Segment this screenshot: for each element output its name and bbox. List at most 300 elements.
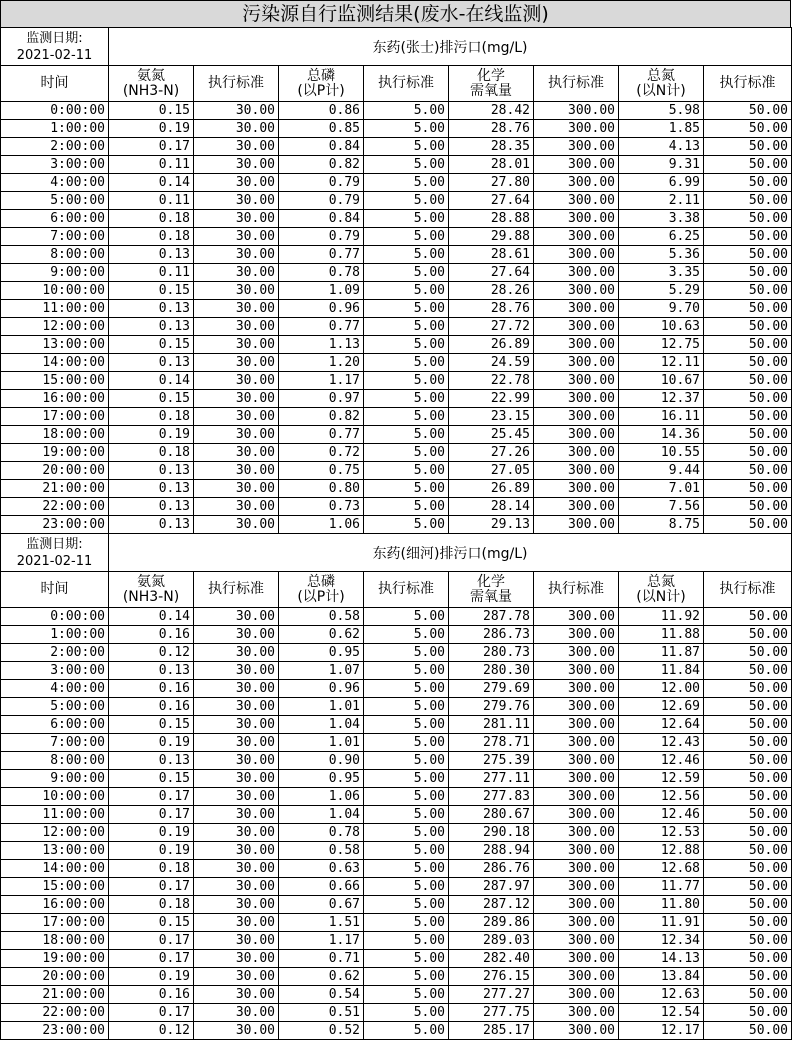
nitrogen-standard: 50.00 bbox=[704, 878, 792, 896]
nitrogen-standard: 50.00 bbox=[704, 102, 792, 120]
ammonia-standard: 30.00 bbox=[194, 498, 279, 516]
ammonia-value: 0.19 bbox=[109, 734, 194, 752]
nitrogen-value: 4.13 bbox=[619, 138, 704, 156]
monitoring-date-label: 监测日期: bbox=[26, 536, 83, 552]
cod-value: 28.26 bbox=[449, 282, 534, 300]
nitrogen-value: 12.11 bbox=[619, 354, 704, 372]
table-row bbox=[1, 282, 792, 300]
cod-standard: 300.00 bbox=[534, 1022, 619, 1040]
phosphorus-value: 1.06 bbox=[279, 516, 364, 534]
nitrogen-standard: 50.00 bbox=[704, 950, 792, 968]
table-row bbox=[1, 698, 792, 716]
nitrogen-standard: 50.00 bbox=[704, 228, 792, 246]
table-row bbox=[1, 770, 792, 788]
phosphorus-value: 0.63 bbox=[279, 860, 364, 878]
cod-value: 279.69 bbox=[449, 680, 534, 698]
monitoring-date-label: 监测日期: bbox=[26, 30, 83, 46]
ammonia-standard: 30.00 bbox=[194, 246, 279, 264]
ammonia-value: 0.13 bbox=[109, 662, 194, 680]
time-cell: 1:00:00 bbox=[1, 120, 109, 138]
cod-value: 22.78 bbox=[449, 372, 534, 390]
phosphorus-standard: 5.00 bbox=[364, 860, 449, 878]
phosphorus-value: 0.51 bbox=[279, 1004, 364, 1022]
ammonia-standard: 30.00 bbox=[194, 138, 279, 156]
cod-value: 280.30 bbox=[449, 662, 534, 680]
phosphorus-value: 1.09 bbox=[279, 282, 364, 300]
phosphorus-standard: 5.00 bbox=[364, 390, 449, 408]
table-row bbox=[1, 192, 792, 210]
ammonia-standard: 30.00 bbox=[194, 282, 279, 300]
ammonia-standard: 30.00 bbox=[194, 1004, 279, 1022]
time-cell: 21:00:00 bbox=[1, 480, 109, 498]
cod-value: 27.05 bbox=[449, 462, 534, 480]
table-row bbox=[1, 408, 792, 426]
table-row bbox=[1, 462, 792, 480]
header-cod: 化学 需氧量 bbox=[449, 66, 534, 102]
cod-value: 28.14 bbox=[449, 498, 534, 516]
time-cell: 0:00:00 bbox=[1, 608, 109, 626]
ammonia-standard: 30.00 bbox=[194, 626, 279, 644]
cod-standard: 300.00 bbox=[534, 770, 619, 788]
header-standard: 执行标准 bbox=[194, 66, 279, 102]
phosphorus-value: 0.62 bbox=[279, 968, 364, 986]
cod-standard: 300.00 bbox=[534, 138, 619, 156]
ammonia-value: 0.11 bbox=[109, 192, 194, 210]
cod-value: 286.76 bbox=[449, 860, 534, 878]
time-cell: 7:00:00 bbox=[1, 228, 109, 246]
monitoring-date-cell bbox=[1, 534, 109, 572]
ammonia-standard: 30.00 bbox=[194, 860, 279, 878]
phosphorus-value: 0.79 bbox=[279, 228, 364, 246]
nitrogen-standard: 50.00 bbox=[704, 608, 792, 626]
ammonia-value: 0.15 bbox=[109, 770, 194, 788]
cod-value: 286.73 bbox=[449, 626, 534, 644]
ammonia-standard: 30.00 bbox=[194, 264, 279, 282]
phosphorus-standard: 5.00 bbox=[364, 120, 449, 138]
nitrogen-value: 7.01 bbox=[619, 480, 704, 498]
time-cell: 8:00:00 bbox=[1, 246, 109, 264]
header-nitrogen: 总氮 (以N计) bbox=[619, 66, 704, 102]
table-row bbox=[1, 264, 792, 282]
header-ammonia: 氨氮 (NH3-N) bbox=[109, 572, 194, 608]
section-xihe bbox=[1, 534, 792, 608]
cod-standard: 300.00 bbox=[534, 174, 619, 192]
header-standard: 执行标准 bbox=[364, 572, 449, 608]
table-row bbox=[1, 788, 792, 806]
phosphorus-value: 0.52 bbox=[279, 1022, 364, 1040]
time-cell: 6:00:00 bbox=[1, 716, 109, 734]
phosphorus-standard: 5.00 bbox=[364, 932, 449, 950]
cod-standard: 300.00 bbox=[534, 932, 619, 950]
phosphorus-standard: 5.00 bbox=[364, 680, 449, 698]
cod-value: 28.76 bbox=[449, 300, 534, 318]
ammonia-value: 0.14 bbox=[109, 608, 194, 626]
cod-standard: 300.00 bbox=[534, 644, 619, 662]
time-cell: 19:00:00 bbox=[1, 444, 109, 462]
cod-standard: 300.00 bbox=[534, 498, 619, 516]
nitrogen-standard: 50.00 bbox=[704, 806, 792, 824]
cod-value: 28.42 bbox=[449, 102, 534, 120]
phosphorus-value: 1.06 bbox=[279, 788, 364, 806]
phosphorus-standard: 5.00 bbox=[364, 824, 449, 842]
nitrogen-standard: 50.00 bbox=[704, 932, 792, 950]
nitrogen-standard: 50.00 bbox=[704, 986, 792, 1004]
cod-standard: 300.00 bbox=[534, 824, 619, 842]
monitoring-date: 2021-02-11 bbox=[16, 47, 93, 63]
table-row bbox=[1, 644, 792, 662]
table-row bbox=[1, 680, 792, 698]
nitrogen-standard: 50.00 bbox=[704, 210, 792, 228]
cod-standard: 300.00 bbox=[534, 896, 619, 914]
ammonia-value: 0.19 bbox=[109, 824, 194, 842]
cod-standard: 300.00 bbox=[534, 228, 619, 246]
table-row bbox=[1, 336, 792, 354]
cod-standard: 300.00 bbox=[534, 806, 619, 824]
phosphorus-standard: 5.00 bbox=[364, 372, 449, 390]
ammonia-standard: 30.00 bbox=[194, 156, 279, 174]
table-row bbox=[1, 914, 792, 932]
nitrogen-value: 10.55 bbox=[619, 444, 704, 462]
cod-standard: 300.00 bbox=[534, 914, 619, 932]
phosphorus-value: 0.80 bbox=[279, 480, 364, 498]
nitrogen-standard: 50.00 bbox=[704, 174, 792, 192]
nitrogen-value: 11.84 bbox=[619, 662, 704, 680]
ammonia-standard: 30.00 bbox=[194, 716, 279, 734]
table-row bbox=[1, 806, 792, 824]
phosphorus-standard: 5.00 bbox=[364, 950, 449, 968]
ammonia-value: 0.16 bbox=[109, 626, 194, 644]
phosphorus-standard: 5.00 bbox=[364, 752, 449, 770]
ammonia-standard: 30.00 bbox=[194, 644, 279, 662]
time-cell: 16:00:00 bbox=[1, 390, 109, 408]
table-row bbox=[1, 120, 792, 138]
nitrogen-standard: 50.00 bbox=[704, 752, 792, 770]
cod-value: 280.67 bbox=[449, 806, 534, 824]
nitrogen-value: 10.67 bbox=[619, 372, 704, 390]
nitrogen-standard: 50.00 bbox=[704, 300, 792, 318]
ammonia-value: 0.13 bbox=[109, 498, 194, 516]
ammonia-value: 0.19 bbox=[109, 968, 194, 986]
ammonia-value: 0.17 bbox=[109, 878, 194, 896]
nitrogen-value: 13.84 bbox=[619, 968, 704, 986]
ammonia-value: 0.19 bbox=[109, 426, 194, 444]
cod-standard: 300.00 bbox=[534, 372, 619, 390]
ammonia-value: 0.17 bbox=[109, 788, 194, 806]
nitrogen-value: 9.44 bbox=[619, 462, 704, 480]
table-row bbox=[1, 480, 792, 498]
cod-value: 277.27 bbox=[449, 986, 534, 1004]
time-cell: 13:00:00 bbox=[1, 842, 109, 860]
cod-value: 28.61 bbox=[449, 246, 534, 264]
table-row bbox=[1, 1022, 792, 1040]
phosphorus-value: 0.85 bbox=[279, 120, 364, 138]
time-cell: 1:00:00 bbox=[1, 626, 109, 644]
cod-value: 276.15 bbox=[449, 968, 534, 986]
table-row bbox=[1, 842, 792, 860]
ammonia-standard: 30.00 bbox=[194, 662, 279, 680]
nitrogen-value: 7.56 bbox=[619, 498, 704, 516]
ammonia-standard: 30.00 bbox=[194, 210, 279, 228]
ammonia-standard: 30.00 bbox=[194, 824, 279, 842]
ammonia-value: 0.18 bbox=[109, 408, 194, 426]
phosphorus-standard: 5.00 bbox=[364, 788, 449, 806]
table-row bbox=[1, 986, 792, 1004]
phosphorus-value: 0.78 bbox=[279, 264, 364, 282]
phosphorus-standard: 5.00 bbox=[364, 300, 449, 318]
ammonia-standard: 30.00 bbox=[194, 300, 279, 318]
phosphorus-standard: 5.00 bbox=[364, 336, 449, 354]
table-row bbox=[1, 354, 792, 372]
nitrogen-standard: 50.00 bbox=[704, 444, 792, 462]
header-standard: 执行标准 bbox=[534, 572, 619, 608]
nitrogen-standard: 50.00 bbox=[704, 860, 792, 878]
table-row bbox=[1, 498, 792, 516]
header-phosphorus: 总磷 (以P计) bbox=[279, 66, 364, 102]
cod-standard: 300.00 bbox=[534, 716, 619, 734]
phosphorus-standard: 5.00 bbox=[364, 716, 449, 734]
nitrogen-value: 12.17 bbox=[619, 1022, 704, 1040]
nitrogen-standard: 50.00 bbox=[704, 192, 792, 210]
phosphorus-standard: 5.00 bbox=[364, 246, 449, 264]
nitrogen-standard: 50.00 bbox=[704, 968, 792, 986]
phosphorus-standard: 5.00 bbox=[364, 138, 449, 156]
nitrogen-value: 12.37 bbox=[619, 390, 704, 408]
ammonia-value: 0.18 bbox=[109, 210, 194, 228]
cod-standard: 300.00 bbox=[534, 734, 619, 752]
phosphorus-standard: 5.00 bbox=[364, 662, 449, 680]
table-row bbox=[1, 878, 792, 896]
cod-standard: 300.00 bbox=[534, 626, 619, 644]
nitrogen-standard: 50.00 bbox=[704, 480, 792, 498]
cod-standard: 300.00 bbox=[534, 264, 619, 282]
cod-standard: 300.00 bbox=[534, 878, 619, 896]
table-row bbox=[1, 138, 792, 156]
time-cell: 0:00:00 bbox=[1, 102, 109, 120]
cod-value: 24.59 bbox=[449, 354, 534, 372]
ammonia-value: 0.12 bbox=[109, 644, 194, 662]
table-row bbox=[1, 950, 792, 968]
phosphorus-standard: 5.00 bbox=[364, 156, 449, 174]
phosphorus-value: 0.97 bbox=[279, 390, 364, 408]
ammonia-value: 0.15 bbox=[109, 102, 194, 120]
column-header-row bbox=[1, 572, 792, 608]
phosphorus-standard: 5.00 bbox=[364, 516, 449, 534]
cod-value: 29.13 bbox=[449, 516, 534, 534]
ammonia-standard: 30.00 bbox=[194, 120, 279, 138]
header-cod: 化学 需氧量 bbox=[449, 572, 534, 608]
nitrogen-value: 5.98 bbox=[619, 102, 704, 120]
phosphorus-standard: 5.00 bbox=[364, 1004, 449, 1022]
time-cell: 2:00:00 bbox=[1, 138, 109, 156]
nitrogen-value: 12.46 bbox=[619, 806, 704, 824]
time-cell: 2:00:00 bbox=[1, 644, 109, 662]
ammonia-value: 0.17 bbox=[109, 932, 194, 950]
nitrogen-standard: 50.00 bbox=[704, 896, 792, 914]
ammonia-standard: 30.00 bbox=[194, 372, 279, 390]
cod-standard: 300.00 bbox=[534, 788, 619, 806]
ammonia-value: 0.18 bbox=[109, 444, 194, 462]
ammonia-value: 0.17 bbox=[109, 1004, 194, 1022]
cod-standard: 300.00 bbox=[534, 390, 619, 408]
phosphorus-standard: 5.00 bbox=[364, 770, 449, 788]
ammonia-standard: 30.00 bbox=[194, 806, 279, 824]
cod-value: 27.80 bbox=[449, 174, 534, 192]
nitrogen-value: 11.77 bbox=[619, 878, 704, 896]
phosphorus-standard: 5.00 bbox=[364, 354, 449, 372]
time-cell: 14:00:00 bbox=[1, 354, 109, 372]
monitoring-date-cell bbox=[1, 28, 109, 66]
table-row bbox=[1, 626, 792, 644]
phosphorus-value: 0.58 bbox=[279, 608, 364, 626]
time-cell: 3:00:00 bbox=[1, 156, 109, 174]
data-rows-zhangshi bbox=[1, 102, 792, 534]
section-zhangshi bbox=[1, 28, 792, 102]
cod-standard: 300.00 bbox=[534, 318, 619, 336]
nitrogen-value: 3.35 bbox=[619, 264, 704, 282]
time-cell: 10:00:00 bbox=[1, 788, 109, 806]
table-row bbox=[1, 608, 792, 626]
cod-value: 23.15 bbox=[449, 408, 534, 426]
cod-value: 279.76 bbox=[449, 698, 534, 716]
table-row bbox=[1, 372, 792, 390]
nitrogen-standard: 50.00 bbox=[704, 516, 792, 534]
cod-value: 27.64 bbox=[449, 192, 534, 210]
nitrogen-standard: 50.00 bbox=[704, 120, 792, 138]
nitrogen-value: 11.91 bbox=[619, 914, 704, 932]
nitrogen-value: 9.31 bbox=[619, 156, 704, 174]
ammonia-value: 0.14 bbox=[109, 174, 194, 192]
ammonia-standard: 30.00 bbox=[194, 842, 279, 860]
nitrogen-value: 8.75 bbox=[619, 516, 704, 534]
cod-standard: 300.00 bbox=[534, 426, 619, 444]
ammonia-value: 0.13 bbox=[109, 246, 194, 264]
nitrogen-value: 12.64 bbox=[619, 716, 704, 734]
phosphorus-value: 1.04 bbox=[279, 716, 364, 734]
table-row bbox=[1, 932, 792, 950]
header-phosphorus: 总磷 (以P计) bbox=[279, 572, 364, 608]
time-cell: 20:00:00 bbox=[1, 462, 109, 480]
table-row bbox=[1, 968, 792, 986]
nitrogen-value: 5.36 bbox=[619, 246, 704, 264]
cod-value: 288.94 bbox=[449, 842, 534, 860]
ammonia-standard: 30.00 bbox=[194, 752, 279, 770]
header-time: 时间 bbox=[1, 66, 109, 102]
phosphorus-value: 0.90 bbox=[279, 752, 364, 770]
table-row bbox=[1, 210, 792, 228]
phosphorus-standard: 5.00 bbox=[364, 914, 449, 932]
ammonia-value: 0.12 bbox=[109, 1022, 194, 1040]
nitrogen-standard: 50.00 bbox=[704, 156, 792, 174]
phosphorus-standard: 5.00 bbox=[364, 102, 449, 120]
nitrogen-standard: 50.00 bbox=[704, 408, 792, 426]
ammonia-standard: 30.00 bbox=[194, 318, 279, 336]
table-row bbox=[1, 156, 792, 174]
cod-value: 28.01 bbox=[449, 156, 534, 174]
time-cell: 5:00:00 bbox=[1, 192, 109, 210]
nitrogen-standard: 50.00 bbox=[704, 282, 792, 300]
time-cell: 20:00:00 bbox=[1, 968, 109, 986]
nitrogen-value: 6.25 bbox=[619, 228, 704, 246]
phosphorus-value: 1.04 bbox=[279, 806, 364, 824]
table-row bbox=[1, 860, 792, 878]
section-info-row bbox=[1, 534, 792, 572]
ammonia-value: 0.13 bbox=[109, 318, 194, 336]
ammonia-standard: 30.00 bbox=[194, 480, 279, 498]
cod-value: 282.40 bbox=[449, 950, 534, 968]
ammonia-standard: 30.00 bbox=[194, 444, 279, 462]
time-cell: 4:00:00 bbox=[1, 174, 109, 192]
phosphorus-standard: 5.00 bbox=[364, 264, 449, 282]
cod-value: 287.12 bbox=[449, 896, 534, 914]
phosphorus-value: 1.51 bbox=[279, 914, 364, 932]
nitrogen-standard: 50.00 bbox=[704, 264, 792, 282]
phosphorus-value: 0.79 bbox=[279, 192, 364, 210]
phosphorus-value: 0.54 bbox=[279, 986, 364, 1004]
time-cell: 15:00:00 bbox=[1, 878, 109, 896]
cod-value: 22.99 bbox=[449, 390, 534, 408]
ammonia-value: 0.15 bbox=[109, 336, 194, 354]
cod-standard: 300.00 bbox=[534, 698, 619, 716]
nitrogen-value: 12.53 bbox=[619, 824, 704, 842]
phosphorus-standard: 5.00 bbox=[364, 896, 449, 914]
phosphorus-value: 0.95 bbox=[279, 644, 364, 662]
header-nitrogen: 总氮 (以N计) bbox=[619, 572, 704, 608]
cod-value: 290.18 bbox=[449, 824, 534, 842]
table-row bbox=[1, 228, 792, 246]
nitrogen-value: 12.54 bbox=[619, 1004, 704, 1022]
table-row bbox=[1, 318, 792, 336]
nitrogen-value: 14.36 bbox=[619, 426, 704, 444]
time-cell: 22:00:00 bbox=[1, 498, 109, 516]
ammonia-standard: 30.00 bbox=[194, 516, 279, 534]
phosphorus-standard: 5.00 bbox=[364, 878, 449, 896]
cod-standard: 300.00 bbox=[534, 752, 619, 770]
cod-value: 281.11 bbox=[449, 716, 534, 734]
phosphorus-value: 0.72 bbox=[279, 444, 364, 462]
phosphorus-standard: 5.00 bbox=[364, 734, 449, 752]
phosphorus-standard: 5.00 bbox=[364, 228, 449, 246]
cod-standard: 300.00 bbox=[534, 336, 619, 354]
time-cell: 11:00:00 bbox=[1, 300, 109, 318]
ammonia-value: 0.17 bbox=[109, 138, 194, 156]
nitrogen-value: 12.00 bbox=[619, 680, 704, 698]
nitrogen-standard: 50.00 bbox=[704, 788, 792, 806]
phosphorus-value: 0.77 bbox=[279, 246, 364, 264]
phosphorus-value: 1.01 bbox=[279, 698, 364, 716]
phosphorus-value: 0.95 bbox=[279, 770, 364, 788]
phosphorus-value: 0.71 bbox=[279, 950, 364, 968]
nitrogen-value: 12.56 bbox=[619, 788, 704, 806]
time-cell: 6:00:00 bbox=[1, 210, 109, 228]
phosphorus-value: 0.77 bbox=[279, 318, 364, 336]
phosphorus-standard: 5.00 bbox=[364, 986, 449, 1004]
ammonia-value: 0.18 bbox=[109, 896, 194, 914]
cod-value: 28.88 bbox=[449, 210, 534, 228]
time-cell: 23:00:00 bbox=[1, 1022, 109, 1040]
nitrogen-standard: 50.00 bbox=[704, 626, 792, 644]
time-cell: 5:00:00 bbox=[1, 698, 109, 716]
time-cell: 23:00:00 bbox=[1, 516, 109, 534]
ammonia-standard: 30.00 bbox=[194, 932, 279, 950]
cod-standard: 300.00 bbox=[534, 102, 619, 120]
nitrogen-standard: 50.00 bbox=[704, 662, 792, 680]
nitrogen-value: 5.29 bbox=[619, 282, 704, 300]
table-row bbox=[1, 174, 792, 192]
table-row bbox=[1, 444, 792, 462]
ammonia-standard: 30.00 bbox=[194, 102, 279, 120]
ammonia-value: 0.17 bbox=[109, 806, 194, 824]
table-row bbox=[1, 1004, 792, 1022]
